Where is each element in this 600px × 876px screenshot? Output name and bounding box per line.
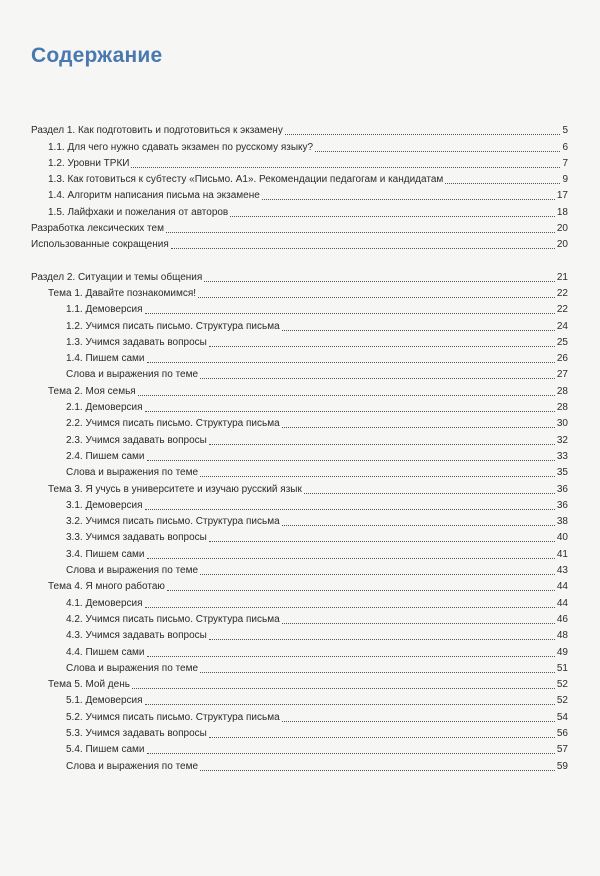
toc-dot-leader — [147, 753, 555, 754]
toc-dot-leader — [204, 281, 555, 282]
toc-entry-page-number: 27 — [556, 369, 568, 381]
toc-entry[interactable] — [0, 496, 600, 512]
toc-dot-leader — [282, 525, 555, 526]
toc-entry-page-number: 54 — [556, 711, 568, 723]
toc-dot-leader — [198, 297, 555, 298]
toc-entry[interactable] — [0, 349, 600, 365]
toc-entry-page-number: 48 — [556, 630, 568, 642]
toc-entry[interactable] — [0, 235, 600, 251]
toc-entry-label: 5.4. Пишем сами — [66, 744, 145, 756]
toc-entry[interactable] — [0, 626, 600, 642]
toc-entry[interactable] — [0, 365, 600, 381]
toc-entry-label: 2.3. Учимся задавать вопросы — [66, 434, 207, 446]
toc-entry-label: 1.3. Как готовиться к субтесту «Письмо. А1». Рекомендации педагогам и кандидатам — [48, 174, 444, 186]
toc-dot-leader — [209, 737, 555, 738]
toc-entry-page-number: 59 — [556, 760, 568, 772]
toc-dot-leader — [138, 395, 555, 396]
toc-entry-page-number: 41 — [556, 548, 568, 560]
toc-entry-page-number: 22 — [556, 304, 568, 316]
toc-dot-leader — [230, 216, 555, 217]
toc-entry-page-number: 43 — [556, 565, 568, 577]
toc-dot-leader — [171, 248, 555, 249]
toc-dot-leader — [147, 656, 555, 657]
toc-entry-page-number: 18 — [556, 206, 568, 218]
toc-entry-label: 5.3. Учимся задавать вопросы — [66, 727, 207, 739]
toc-entry-page-number: 30 — [556, 418, 568, 430]
toc-dot-leader — [282, 623, 555, 624]
toc-entry-label: 3.1. Демоверсия — [66, 499, 143, 511]
toc-entry-page-number: 38 — [556, 516, 568, 528]
toc-entry[interactable] — [0, 610, 600, 626]
toc-entry[interactable] — [0, 170, 600, 186]
toc-entry-label: 1.3. Учимся задавать вопросы — [66, 336, 207, 348]
toc-entry[interactable] — [0, 577, 600, 593]
toc-dot-leader — [131, 167, 560, 168]
toc-entry-label: 5.2. Учимся писать письмо. Структура письма — [66, 711, 280, 723]
toc-entry[interactable] — [0, 593, 600, 609]
toc-entry[interactable] — [0, 740, 600, 756]
toc-entry[interactable] — [0, 284, 600, 300]
toc-entry[interactable] — [0, 447, 600, 463]
toc-entry-label: Тема 2. Моя семья — [48, 385, 136, 397]
toc-entry[interactable] — [0, 333, 600, 349]
toc-dot-leader — [304, 493, 555, 494]
toc-entry-label: 4.2. Учимся писать письмо. Структура письма — [66, 613, 280, 625]
toc-entry-page-number: 51 — [556, 662, 568, 674]
toc-entry-page-number: 21 — [556, 271, 568, 283]
toc-entry[interactable] — [0, 300, 600, 316]
toc-entry[interactable] — [0, 398, 600, 414]
toc-dot-leader — [167, 590, 555, 591]
toc-entry[interactable] — [0, 675, 600, 691]
toc-entry-label: Тема 4. Я много работаю — [48, 581, 165, 593]
toc-entry-label: 1.4. Алгоритм написания письма на экзамене — [48, 190, 260, 202]
toc-entry-label: Слова и выражения по теме — [66, 467, 199, 479]
toc-dot-leader — [282, 427, 555, 428]
toc-entry-label: 4.1. Демоверсия — [66, 597, 143, 609]
toc-dot-leader — [209, 346, 555, 347]
toc-entry-label: Использованные сокращения — [31, 239, 169, 251]
toc-dot-leader — [166, 232, 555, 233]
toc-entry-label: 3.4. Пишем сами — [66, 548, 145, 560]
table-of-contents — [0, 121, 600, 773]
toc-entry-page-number: 20 — [556, 239, 568, 251]
toc-entry[interactable] — [0, 561, 600, 577]
toc-dot-leader — [209, 639, 555, 640]
toc-entry[interactable] — [0, 659, 600, 675]
toc-entry[interactable] — [0, 316, 600, 332]
toc-entry-page-number: 44 — [556, 581, 568, 593]
toc-dot-leader — [262, 199, 555, 200]
toc-entry-page-number: 5 — [562, 125, 568, 137]
page-title: Содержание — [31, 44, 163, 67]
toc-dot-leader — [445, 183, 560, 184]
toc-dot-leader — [282, 721, 555, 722]
toc-entry-page-number: 44 — [556, 597, 568, 609]
toc-entry[interactable] — [0, 724, 600, 740]
toc-entry[interactable] — [0, 267, 600, 283]
toc-dot-leader — [145, 313, 555, 314]
toc-entry-label: 1.4. Пишем сами — [66, 353, 145, 365]
toc-entry-page-number: 56 — [556, 727, 568, 739]
toc-dot-leader — [285, 134, 561, 135]
toc-entry-page-number: 52 — [556, 695, 568, 707]
toc-entry-label: 2.1. Демоверсия — [66, 402, 143, 414]
toc-entry[interactable] — [0, 186, 600, 202]
toc-entry[interactable] — [0, 479, 600, 495]
toc-entry-page-number: 57 — [556, 744, 568, 756]
toc-entry[interactable] — [0, 430, 600, 446]
toc-entry-page-number: 36 — [556, 483, 568, 495]
toc-entry[interactable] — [0, 414, 600, 430]
toc-entry[interactable] — [0, 691, 600, 707]
toc-entry[interactable] — [0, 381, 600, 397]
toc-dot-leader — [200, 574, 555, 575]
toc-entry-page-number: 49 — [556, 646, 568, 658]
toc-entry[interactable] — [0, 756, 600, 772]
toc-entry-label: Тема 3. Я учусь в университете и изучаю русский язык — [48, 483, 302, 495]
toc-entry-label: 3.3. Учимся задавать вопросы — [66, 532, 207, 544]
toc-entry-page-number: 26 — [556, 353, 568, 365]
toc-entry-label: 2.2. Учимся писать письмо. Структура письма — [66, 418, 280, 430]
toc-entry-label: Слова и выражения по теме — [66, 662, 199, 674]
toc-entry-page-number: 46 — [556, 613, 568, 625]
toc-entry[interactable] — [0, 154, 600, 170]
toc-entry[interactable] — [0, 463, 600, 479]
toc-entry-page-number: 9 — [562, 174, 568, 186]
toc-dot-leader — [147, 558, 555, 559]
toc-entry-label: Тема 5. Мой день — [48, 679, 130, 691]
toc-entry-label: Слова и выражения по теме — [66, 565, 199, 577]
toc-dot-leader — [209, 541, 555, 542]
toc-dot-leader — [282, 330, 555, 331]
toc-entry[interactable] — [0, 642, 600, 658]
toc-dot-leader — [200, 476, 555, 477]
toc-entry-page-number: 20 — [556, 223, 568, 235]
toc-entry-page-number: 36 — [556, 499, 568, 511]
toc-dot-leader — [145, 607, 555, 608]
toc-entry-page-number: 32 — [556, 434, 568, 446]
toc-entry[interactable] — [0, 137, 600, 153]
toc-dot-leader — [209, 444, 555, 445]
toc-dot-leader — [200, 378, 555, 379]
toc-entry-label: Разработка лексических тем — [31, 223, 164, 235]
toc-entry-label: 1.5. Лайфхаки и пожелания от авторов — [48, 206, 229, 218]
toc-entry-page-number: 6 — [562, 141, 568, 153]
toc-entry-label: 1.2. Учимся писать письмо. Структура письма — [66, 320, 280, 332]
toc-entry-page-number: 25 — [556, 336, 568, 348]
toc-entry-page-number: 28 — [556, 385, 568, 397]
toc-dot-leader — [145, 509, 555, 510]
toc-entry[interactable] — [0, 219, 600, 235]
toc-entry[interactable] — [0, 121, 600, 137]
toc-entry-label: Раздел 2. Ситуации и темы общения — [31, 271, 203, 283]
toc-entry-page-number: 35 — [556, 467, 568, 479]
toc-dot-leader — [132, 688, 555, 689]
toc-entry-label: Слова и выражения по теме — [66, 369, 199, 381]
toc-entry-page-number: 7 — [562, 157, 568, 169]
toc-entry[interactable] — [0, 707, 600, 723]
toc-entry[interactable] — [0, 544, 600, 560]
toc-entry-label: 1.2. Уровни ТРКИ — [48, 157, 130, 169]
toc-entry-page-number: 24 — [556, 320, 568, 332]
toc-section-gap — [0, 251, 600, 267]
toc-dot-leader — [145, 411, 555, 412]
toc-entry[interactable] — [0, 202, 600, 218]
toc-dot-leader — [147, 460, 555, 461]
toc-dot-leader — [315, 151, 560, 152]
toc-entry-page-number: 33 — [556, 450, 568, 462]
toc-entry-label: 2.4. Пишем сами — [66, 450, 145, 462]
toc-entry-label: Раздел 1. Как подготовить и подготовиться к экзамену — [31, 125, 283, 137]
toc-entry-label: 3.2. Учимся писать письмо. Структура письма — [66, 516, 280, 528]
toc-entry-page-number: 22 — [556, 287, 568, 299]
toc-dot-leader — [147, 362, 555, 363]
toc-entry-label: Тема 1. Давайте познакомимся! — [48, 287, 197, 299]
toc-entry[interactable] — [0, 512, 600, 528]
toc-entry-label: 1.1. Для чего нужно сдавать экзамен по русскому языку? — [48, 141, 314, 153]
toc-entry-page-number: 52 — [556, 679, 568, 691]
toc-entry[interactable] — [0, 528, 600, 544]
toc-dot-leader — [145, 704, 555, 705]
toc-entry-label: 4.4. Пишем сами — [66, 646, 145, 658]
toc-entry-label: Слова и выражения по теме — [66, 760, 199, 772]
toc-dot-leader — [200, 770, 555, 771]
toc-entry-label: 5.1. Демоверсия — [66, 695, 143, 707]
toc-entry-label: 1.1. Демоверсия — [66, 304, 143, 316]
toc-entry-page-number: 17 — [556, 190, 568, 202]
toc-entry-label: 4.3. Учимся задавать вопросы — [66, 630, 207, 642]
toc-dot-leader — [200, 672, 555, 673]
toc-entry-page-number: 40 — [556, 532, 568, 544]
toc-entry-page-number: 28 — [556, 402, 568, 414]
